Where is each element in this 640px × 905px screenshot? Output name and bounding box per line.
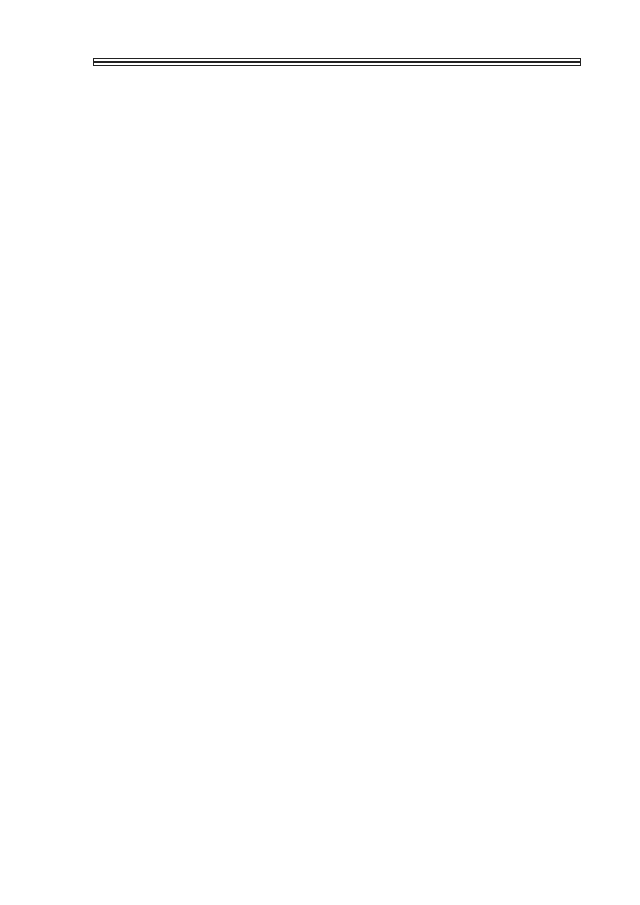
section-6-text: [94, 63, 581, 66]
report-section: [94, 59, 581, 66]
document-page: [93, 58, 580, 66]
program-table: [93, 58, 581, 66]
